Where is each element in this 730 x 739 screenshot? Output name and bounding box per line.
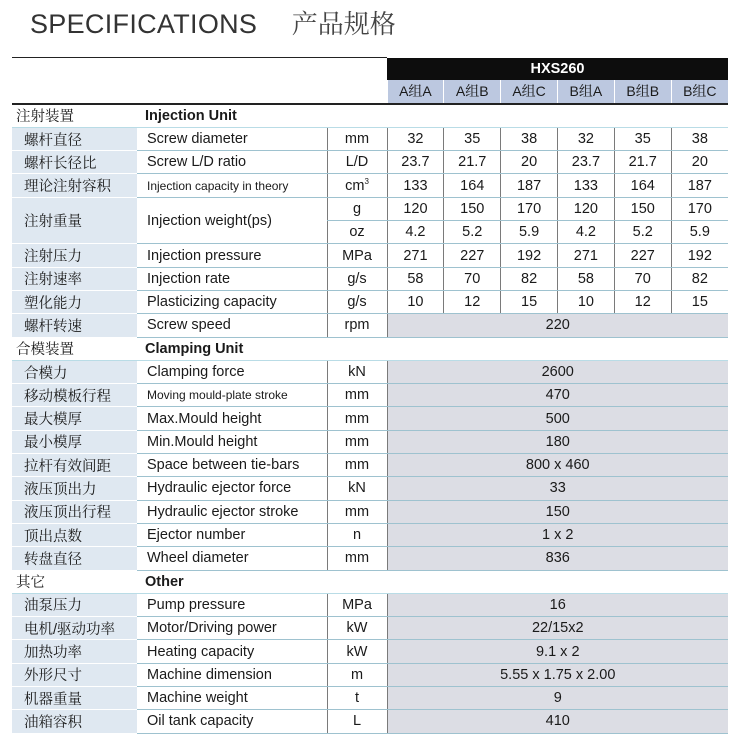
spec-row (12, 151, 728, 174)
spec-row (12, 244, 728, 267)
spec-row (12, 710, 728, 733)
value-cell: 271 (387, 244, 444, 267)
spec-row (12, 477, 728, 500)
value-cell: 187 (671, 174, 728, 197)
section-title-zh: 其它 (12, 570, 137, 593)
value-cell: 5.9 (501, 221, 558, 244)
param-name-zh: 注射速率 (12, 267, 137, 290)
unit: MPa (327, 593, 387, 616)
value-cell: 20 (501, 151, 558, 174)
param-name-zh: 转盘直径 (12, 547, 137, 570)
param-name-en: Plasticizing capacity (137, 290, 327, 313)
spec-table-body (12, 58, 728, 734)
unit-superscript: 3 (364, 177, 369, 187)
value-cell: 10 (387, 290, 444, 313)
value-cell: 33 (387, 477, 728, 500)
unit: mm (327, 127, 387, 150)
group-label: B组B (614, 80, 671, 103)
unit: mm (327, 430, 387, 453)
param-name-en: Min.Mould height (137, 430, 327, 453)
param-name-zh: 最小模厚 (12, 430, 137, 453)
value-cell: 470 (387, 384, 728, 407)
value-cell: 2600 (387, 360, 728, 383)
param-name-en: Oil tank capacity (137, 710, 327, 733)
param-name-zh: 螺杆长径比 (12, 151, 137, 174)
spec-row (12, 523, 728, 546)
section-title-en: Other (137, 570, 728, 593)
param-name-zh: 顶出点数 (12, 523, 137, 546)
spec-row (12, 640, 728, 663)
param-name-en: Hydraulic ejector stroke (137, 500, 327, 523)
unit: kN (327, 360, 387, 383)
param-name-zh: 螺杆转速 (12, 314, 137, 337)
value-cell: 227 (444, 244, 501, 267)
param-name-zh: 最大模厚 (12, 407, 137, 430)
value-cell: 5.2 (444, 221, 501, 244)
unit: g/s (327, 290, 387, 313)
unit: g/s (327, 267, 387, 290)
spec-row (12, 593, 728, 616)
value-cell: 5.55 x 1.75 x 2.00 (387, 663, 728, 686)
value-cell: 120 (557, 197, 614, 220)
param-name-zh: 合模力 (12, 360, 137, 383)
value-cell: 150 (444, 197, 501, 220)
param-name-zh: 加热功率 (12, 640, 137, 663)
unit: oz (327, 221, 387, 244)
value-cell: 5.9 (671, 221, 728, 244)
value-cell: 70 (444, 267, 501, 290)
param-name-zh: 拉杆有效间距 (12, 454, 137, 477)
model-name: HXS260 (387, 58, 728, 81)
value-cell: 227 (614, 244, 671, 267)
value-cell: 170 (501, 197, 558, 220)
unit: rpm (327, 314, 387, 337)
value-cell: 12 (614, 290, 671, 313)
value-cell: 150 (614, 197, 671, 220)
value-cell: 32 (557, 127, 614, 150)
value-cell: 22/15x2 (387, 617, 728, 640)
value-cell: 82 (671, 267, 728, 290)
value-cell: 192 (671, 244, 728, 267)
param-name-en: Pump pressure (137, 593, 327, 616)
value-cell: 15 (671, 290, 728, 313)
value-cell: 35 (444, 127, 501, 150)
unit: t (327, 687, 387, 710)
value-cell: 10 (557, 290, 614, 313)
spec-row (12, 127, 728, 150)
value-cell: 21.7 (444, 151, 501, 174)
value-cell: 16 (387, 593, 728, 616)
param-name-en: Machine dimension (137, 663, 327, 686)
section-title-zh: 合模装置 (12, 337, 137, 360)
param-name-en: Ejector number (137, 523, 327, 546)
section-row-clamping (12, 337, 728, 360)
param-name-en: Heating capacity (137, 640, 327, 663)
param-name-zh: 油箱容积 (12, 710, 137, 733)
unit: mm (327, 384, 387, 407)
value-cell: 58 (387, 267, 444, 290)
param-name-zh: 移动模板行程 (12, 384, 137, 407)
unit: mm (327, 547, 387, 570)
section-row-other (12, 570, 728, 593)
value-cell: 164 (614, 174, 671, 197)
param-name-en: Screw speed (137, 314, 327, 337)
param-name-en: Machine weight (137, 687, 327, 710)
title-chinese: 产品规格 (291, 10, 396, 40)
section-row-injection (12, 104, 728, 128)
param-name-zh: 液压顶出力 (12, 477, 137, 500)
unit: g (327, 197, 387, 220)
unit: n (327, 523, 387, 546)
value-cell: 150 (387, 500, 728, 523)
param-name-en: Injection rate (137, 267, 327, 290)
value-cell: 70 (614, 267, 671, 290)
spec-row (12, 430, 728, 453)
param-name-zh: 电机/驱动功率 (12, 617, 137, 640)
value-cell: 4.2 (387, 221, 444, 244)
title-english: SPECIFICATIONS (30, 9, 258, 39)
value-cell: 58 (557, 267, 614, 290)
param-name-en: Hydraulic ejector force (137, 477, 327, 500)
model-header-row (12, 58, 728, 81)
param-name-en: Screw L/D ratio (137, 151, 327, 174)
param-name-en: Motor/Driving power (137, 617, 327, 640)
value-cell: 133 (387, 174, 444, 197)
param-name-en: Injection pressure (137, 244, 327, 267)
param-name-zh: 塑化能力 (12, 290, 137, 313)
param-name-zh: 注射重量 (12, 197, 137, 244)
param-name-zh: 机器重量 (12, 687, 137, 710)
value-cell: 170 (671, 197, 728, 220)
unit: mm (327, 407, 387, 430)
value-cell: 12 (444, 290, 501, 313)
param-name-zh: 注射压力 (12, 244, 137, 267)
value-cell: 180 (387, 430, 728, 453)
value-cell: 23.7 (387, 151, 444, 174)
value-cell: 15 (501, 290, 558, 313)
param-name-zh: 油泵压力 (12, 593, 137, 616)
unit: kW (327, 617, 387, 640)
value-cell: 836 (387, 547, 728, 570)
spec-row (12, 617, 728, 640)
value-cell: 164 (444, 174, 501, 197)
value-cell: 500 (387, 407, 728, 430)
param-name-en: Screw diameter (137, 127, 327, 150)
unit: m (327, 663, 387, 686)
value-cell: 5.2 (614, 221, 671, 244)
spec-row (12, 663, 728, 686)
spec-row (12, 384, 728, 407)
value-cell: 271 (557, 244, 614, 267)
group-label: A组A (387, 80, 444, 103)
header-blank (12, 58, 387, 81)
group-label: B组C (671, 80, 728, 103)
value-cell: 38 (501, 127, 558, 150)
value-cell: 9 (387, 687, 728, 710)
value-cell: 120 (387, 197, 444, 220)
param-name-en: Moving mould-plate stroke (137, 384, 327, 407)
spec-row (12, 454, 728, 477)
param-name-en: Injection weight(ps) (137, 197, 327, 244)
value-cell: 38 (671, 127, 728, 150)
value-cell: 32 (387, 127, 444, 150)
param-name-en: Clamping force (137, 360, 327, 383)
value-cell: 4.2 (557, 221, 614, 244)
page-title (30, 4, 396, 40)
spec-row (12, 407, 728, 430)
value-cell: 20 (671, 151, 728, 174)
unit: L (327, 710, 387, 733)
value-cell: 220 (387, 314, 728, 337)
param-name-zh: 液压顶出行程 (12, 500, 137, 523)
unit: mm (327, 454, 387, 477)
value-cell: 9.1 x 2 (387, 640, 728, 663)
param-name-en: Wheel diameter (137, 547, 327, 570)
value-cell: 410 (387, 710, 728, 733)
spec-row (12, 500, 728, 523)
unit: MPa (327, 244, 387, 267)
section-title-en: Clamping Unit (137, 337, 728, 360)
spec-row (12, 174, 728, 197)
group-label: B组A (557, 80, 614, 103)
spec-row (12, 687, 728, 710)
group-header-row (12, 80, 728, 103)
header-blank (12, 80, 387, 103)
param-name-en: Max.Mould height (137, 407, 327, 430)
unit: $cm^3$ (327, 174, 387, 197)
spec-row (12, 314, 728, 337)
value-cell: 133 (557, 174, 614, 197)
spec-table (12, 57, 728, 734)
value-cell: 192 (501, 244, 558, 267)
spec-row (12, 360, 728, 383)
value-cell: 187 (501, 174, 558, 197)
param-name-zh: 外形尺寸 (12, 663, 137, 686)
value-cell: 35 (614, 127, 671, 150)
param-name-zh: 理论注射容积 (12, 174, 137, 197)
unit: L/D (327, 151, 387, 174)
value-cell: 23.7 (557, 151, 614, 174)
section-title-zh: 注射装置 (12, 104, 137, 128)
param-name-en: Injection capacity in theory (137, 174, 327, 197)
section-title-en: Injection Unit (137, 104, 728, 128)
spec-row (12, 267, 728, 290)
value-cell: 800 x 460 (387, 454, 728, 477)
unit: kN (327, 477, 387, 500)
param-name-zh: 螺杆直径 (12, 127, 137, 150)
value-cell: 82 (501, 267, 558, 290)
value-cell: 21.7 (614, 151, 671, 174)
spec-row (12, 290, 728, 313)
param-name-en: Space between tie-bars (137, 454, 327, 477)
value-cell: 1 x 2 (387, 523, 728, 546)
group-label: A组C (501, 80, 558, 103)
group-label: A组B (444, 80, 501, 103)
unit: kW (327, 640, 387, 663)
unit: mm (327, 500, 387, 523)
spec-row (12, 547, 728, 570)
spec-row (12, 197, 728, 220)
